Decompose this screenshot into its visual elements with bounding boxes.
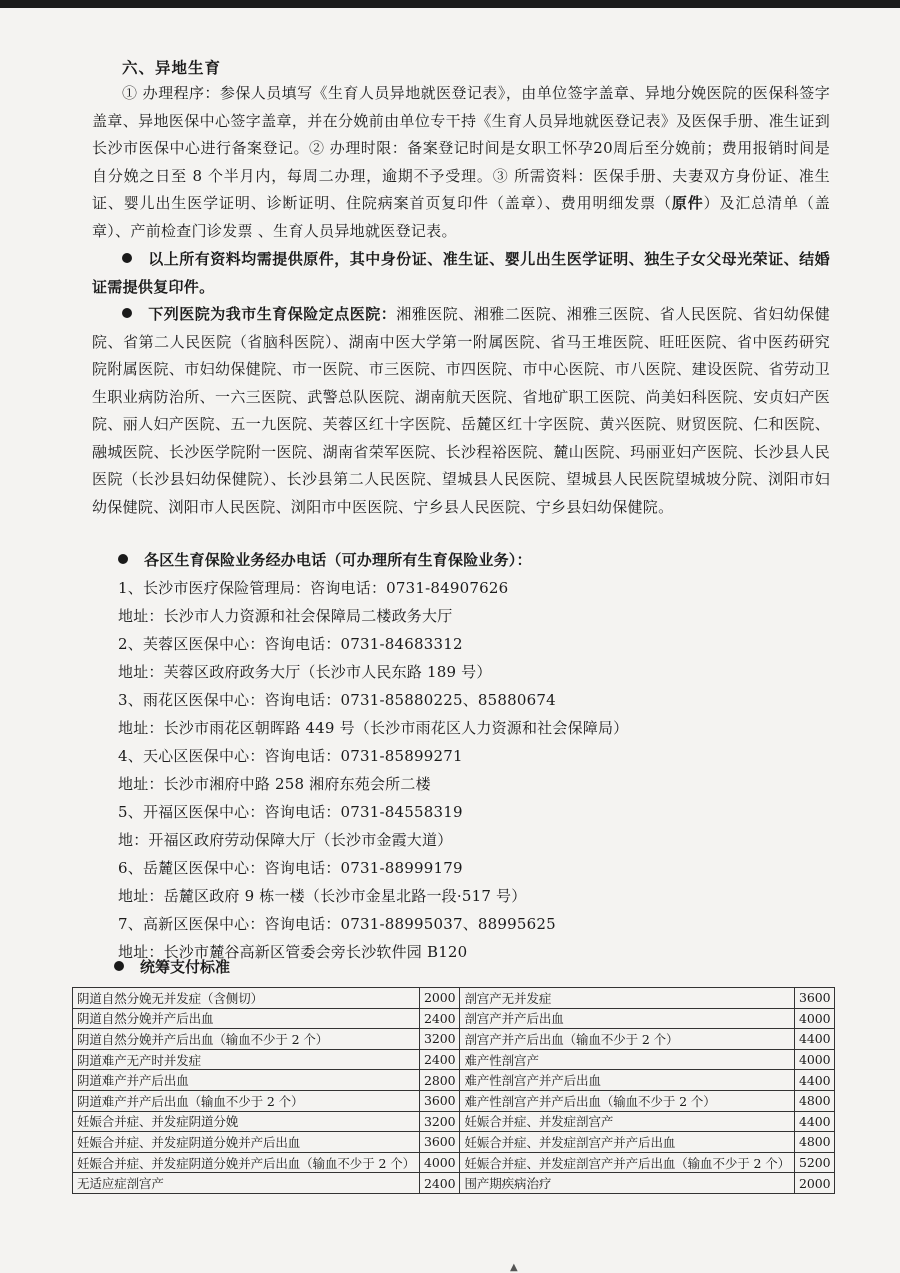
table-cell: 3600 [420, 1132, 460, 1153]
hospitals-lead: 下列医院为我市生育保险定点医院： [148, 305, 397, 323]
table-cell: 妊娠合并症、并发症阴道分娩 [73, 1111, 420, 1132]
contact-line: 7、高新区医保中心：咨询电话：0731-88995037、88995625 [118, 915, 556, 933]
table-cell: 阴道难产并产后出血（输血不少于 2 个） [73, 1090, 420, 1111]
contact-address: 地址：长沙市湘府中路 258 湘府东苑会所二楼 [118, 775, 431, 793]
bullet-icon [118, 554, 128, 564]
contacts-title-row [118, 546, 838, 574]
table-cell: 4000 [795, 1049, 835, 1070]
table-cell: 2400 [420, 1173, 460, 1194]
table-row [73, 1008, 835, 1029]
payment-standard-table [72, 987, 835, 1194]
table-cell: 阴道难产并产后出血 [73, 1070, 420, 1091]
table-cell: 3600 [420, 1090, 460, 1111]
table-cell: 阴道自然分娩并产后出血 [73, 1008, 420, 1029]
table-cell: 难产性剖宫产 [460, 1049, 795, 1070]
contact-address: 地址：长沙市雨花区朝晖路 449 号（长沙市雨花区人力资源和社会保障局） [118, 719, 629, 737]
hospitals-paragraph [92, 301, 830, 521]
contact-address: 地址：芙蓉区政府政务大厅（长沙市人民东路 189 号） [118, 663, 492, 681]
table-cell: 3600 [795, 988, 835, 1009]
scan-mark-icon: ▲ [510, 1262, 518, 1273]
table-cell: 4800 [795, 1090, 835, 1111]
table-row [73, 1132, 835, 1153]
table-cell: 阴道自然分娩并产后出血（输血不少于 2 个） [73, 1029, 420, 1050]
procedure-text: ① 办理程序：参保人员填写《生育人员异地就医登记表》，由单位签字盖章、异地分娩医院的医保科签字盖章、异地医保中心签字盖章，并在分娩前由单位专干持《生育人员异地就医登记表》及医保手册、准生证到长沙市医保中心进行备案登记。② 办理时限：备案登记时间是女职工怀孕20周后至分娩前；费用报销时间是自分娩之日至 8 个半月内，每周二办理，逾期不予受理。③ 所需资料：医保手册、夫妻双方身份证、准生证、婴儿出生医学证明、诊断证明、住院病案首页复印件（盖章）、费用明细发票（ [92, 84, 830, 212]
procedure-text-end: ）及汇总清单（盖章）、产前检查门诊发票 、生育人员异地就医登记表。 [92, 194, 830, 240]
contact-address: 地：开福区政府劳动保障大厅（长沙市金霞大道） [118, 831, 453, 849]
contacts-title: 各区生育保险业务经办电话（可办理所有生育保险业务）： [144, 551, 532, 569]
bullet-icon [122, 253, 132, 263]
standard-title-row [114, 956, 230, 977]
table-cell: 剖宫产并产后出血 [460, 1008, 795, 1029]
contact-line: 6、岳麓区医保中心：咨询电话：0731-88999179 [118, 859, 463, 877]
table-cell: 围产期疾病治疗 [460, 1173, 795, 1194]
table-row [73, 1111, 835, 1132]
table-cell: 4400 [795, 1029, 835, 1050]
contact-address: 地址：长沙市麓谷高新区管委会旁长沙软件园 B120 [118, 943, 468, 961]
table-cell: 5200 [795, 1152, 835, 1173]
contact-address: 地址：岳麓区政府 9 栋一楼（长沙市金星北路一段·517 号） [118, 887, 527, 905]
table-cell: 4000 [795, 1008, 835, 1029]
contact-line: 2、芙蓉区医保中心：咨询电话：0731-84683312 [118, 635, 463, 653]
standard-title: 统筹支付标准 [140, 958, 231, 976]
table-cell: 4400 [795, 1070, 835, 1091]
contact-line: 5、开福区医保中心：咨询电话：0731-84558319 [118, 803, 463, 821]
table-cell: 难产性剖宫产并产后出血（输血不少于 2 个） [460, 1090, 795, 1111]
note-paragraph [92, 246, 830, 301]
table-cell: 3200 [420, 1111, 460, 1132]
table-cell: 2000 [795, 1173, 835, 1194]
table-cell: 难产性剖宫产并产后出血 [460, 1070, 795, 1091]
table-cell: 4800 [795, 1132, 835, 1153]
table-row [73, 1049, 835, 1070]
table-cell: 2800 [420, 1070, 460, 1091]
bullet-icon [122, 308, 132, 318]
table-cell: 无适应症剖宫产 [73, 1173, 420, 1194]
table-cell: 4000 [420, 1152, 460, 1173]
contact-line: 3、雨花区医保中心：咨询电话：0731-85880225、85880674 [118, 691, 556, 709]
table-row [73, 1152, 835, 1173]
table-row [73, 1070, 835, 1091]
note-text: 以上所有资料均需提供原件，其中身份证、准生证、婴儿出生医学证明、独生子女父母光荣证、结婚证需提供复印件。 [92, 250, 830, 296]
table-cell: 剖宫产并产后出血（输血不少于 2 个） [460, 1029, 795, 1050]
table-cell: 2400 [420, 1049, 460, 1070]
original-emphasis: 原件 [671, 194, 704, 212]
procedure-paragraph [92, 80, 830, 245]
table-cell: 阴道难产无产时并发症 [73, 1049, 420, 1070]
table-cell: 剖宫产无并发症 [460, 988, 795, 1009]
table-cell: 妊娠合并症、并发症剖宫产并产后出血 [460, 1132, 795, 1153]
bullet-icon [114, 961, 124, 971]
table-cell: 3200 [420, 1029, 460, 1050]
contact-line: 1、长沙市医疗保险管理局：咨询电话：0731-84907626 [118, 579, 509, 597]
table-row [73, 1029, 835, 1050]
table-cell: 2400 [420, 1008, 460, 1029]
contacts-section [118, 546, 838, 966]
table-cell: 妊娠合并症、并发症剖宫产 [460, 1111, 795, 1132]
contact-line: 4、天心区医保中心：咨询电话：0731-85899271 [118, 747, 463, 765]
table-cell: 妊娠合并症、并发症剖宫产并产后出血（输血不少于 2 个） [460, 1152, 795, 1173]
table-cell: 2000 [420, 988, 460, 1009]
table-row [73, 1090, 835, 1111]
table-cell: 妊娠合并症、并发症阴道分娩并产后出血 [73, 1132, 420, 1153]
table-cell: 阴道自然分娩无并发症（含侧切） [73, 988, 420, 1009]
table-row [73, 1173, 835, 1194]
table-cell: 4400 [795, 1111, 835, 1132]
table-cell: 妊娠合并症、并发症阴道分娩并产后出血（输血不少于 2 个） [73, 1152, 420, 1173]
section-title: 六、异地生育 [122, 58, 222, 77]
contact-address: 地址：长沙市人力资源和社会保障局二楼政务大厅 [118, 607, 453, 625]
table-row [73, 988, 835, 1009]
hospitals-list: 湘雅医院、湘雅二医院、湘雅三医院、省人民医院、省妇幼保健院、省第二人民医院（省脑科医院）、湖南中医大学第一附属医院、省马王堆医院、旺旺医院、省中医药研究院附属医院、市妇幼保健院、市一医院、市三医院、市四医院、市中心医院、市八医院、建设医院、省劳动卫生职业病防治所、一六三医院、武警总队医院、湖南航天医院、省地矿职工医院、尚美妇科医院、安贞妇产医院、丽人妇产医院、五一九医院、芙蓉区红十字医院、岳麓区红十字医院、黄兴医院、财贸医院、仁和医院、融城医院、长沙医学院附一医院、湖南省荣军医院、长沙程裕医院、麓山医院、玛丽亚妇产医院、长沙县人民医院（长沙县妇幼保健院）、长沙县第二人民医院、望城县人民医院、望城县人民医院望城坡分院、浏阳市妇幼保健院、浏阳市人民医院、浏阳市中医医院、宁乡县人民医院、宁乡县妇幼保健院。 [92, 305, 830, 516]
